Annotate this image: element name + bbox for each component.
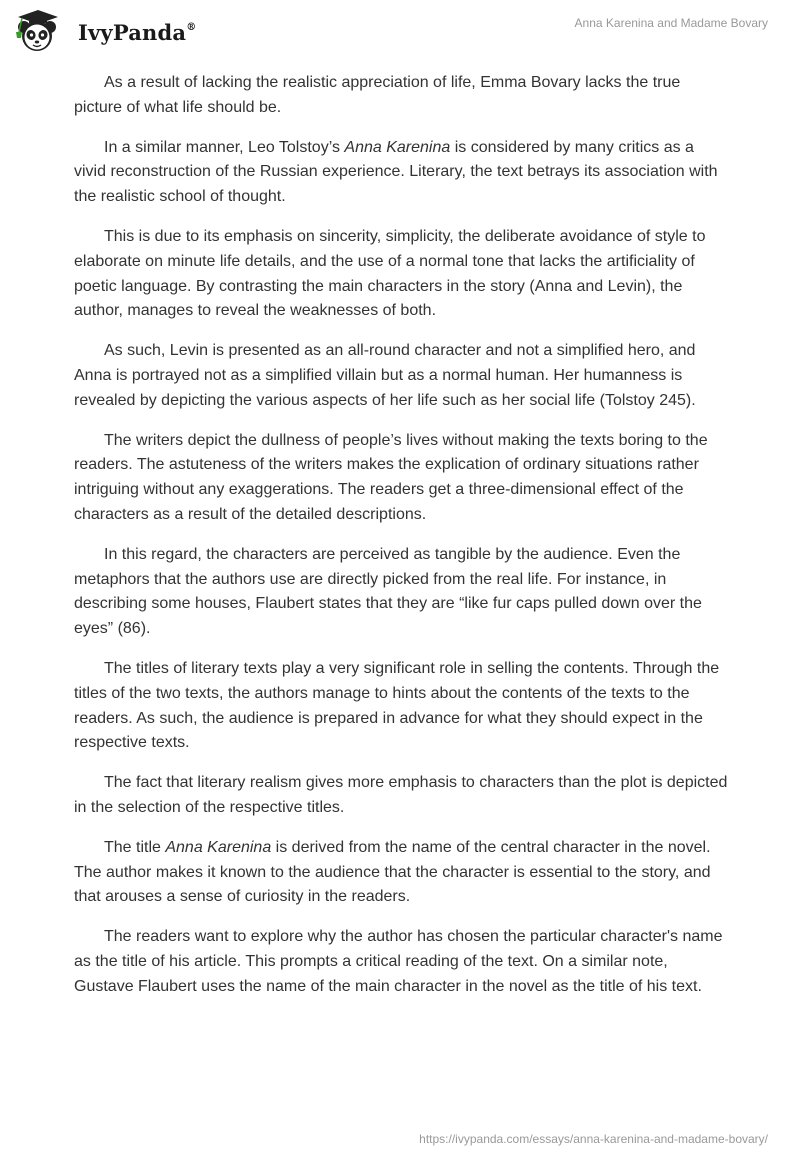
paragraph: [74, 136, 730, 210]
paragraph: [74, 429, 730, 528]
paragraph: [74, 339, 730, 413]
text-segment: is considered by many critics as a vivid reconstruction of the Russian experience. Literary, the text betrays its association with the realistic school of thought.: [74, 138, 718, 206]
text-segment: In this regard, the characters are perceived as tangible by the audience. Even the metaphors that the authors use are directly picked from the real life. For instance, in describing some houses, Flaubert states that they are “like fur caps pulled down over the eyes” (86).: [74, 545, 702, 638]
text-segment: is derived from the name of the central character in the novel. The author makes it known to the audience that the character is essential to the story, and that arouses a sense of curiosity in the readers.: [74, 838, 711, 906]
italic-title: Anna Karenina: [344, 138, 451, 156]
panda-graduate-logo-icon[interactable]: [14, 8, 64, 54]
brand-text: IvyPanda: [78, 20, 187, 45]
paragraph: [74, 771, 730, 821]
paragraph: [74, 657, 730, 756]
text-segment: In a similar manner, Leo Tolstoy’s: [104, 138, 345, 156]
source-url[interactable]: https://ivypanda.com/essays/anna-karenina-and-madame-bovary/: [419, 1132, 768, 1146]
paragraph: [74, 836, 730, 910]
paragraph: [74, 543, 730, 642]
text-segment: This is due to its emphasis on sincerity, simplicity, the deliberate avoidance of style to elaborate on minute life details, and the use of a normal tone that lacks the artificiality of poetic language. By contrasting the main characters in the story (Anna and Levin), the author, manages to reveal the weaknesses of both.: [74, 227, 706, 320]
text-segment: The writers depict the dullness of people’s lives without making the texts boring to the readers. The astuteness of the writers makes the explication of ordinary situations rather intriguing without any exaggerations. The readers get a three-dimensional effect of the characters as a result of the detailed descriptions.: [74, 431, 708, 523]
paragraph: [74, 925, 730, 999]
paragraph: [74, 71, 730, 121]
text-segment: The fact that literary realism gives more emphasis to characters than the plot is depicted in the selection of the respective titles.: [74, 774, 728, 816]
italic-title: Anna Karenina: [165, 838, 272, 856]
brand-name[interactable]: [78, 20, 196, 45]
text-segment: The titles of literary texts play a very significant role in selling the contents. Through the titles of the two texts, the authors manage to hints about the contents of the texts to the readers. As such, the audience is prepared in advance for what they should expect in the respective texts.: [74, 659, 720, 752]
essay-body: [74, 71, 730, 1015]
document-title: Anna Karenina and Madame Bovary: [574, 16, 768, 30]
registered-mark: ®: [186, 22, 197, 33]
text-segment: As a result of lacking the realistic appreciation of life, Emma Bovary lacks the true picture of what life should be.: [74, 74, 681, 116]
page-header: [0, 0, 800, 60]
paragraph: [74, 225, 730, 324]
text-segment: As such, Levin is presented as an all-round character and not a simplified hero, and Anna is portrayed not as a simplified villain but as a normal human. Her humanness is revealed by depicting the various aspects of her life such as her social life (Tolstoy 245).: [74, 342, 696, 409]
text-segment: The title: [104, 838, 166, 856]
text-segment: The readers want to explore why the author has chosen the particular character's name as the title of his article. This prompts a critical reading of the text. On a similar note, Gustave Flaubert uses the name of the main character in the novel as the title of his text.: [74, 928, 723, 995]
